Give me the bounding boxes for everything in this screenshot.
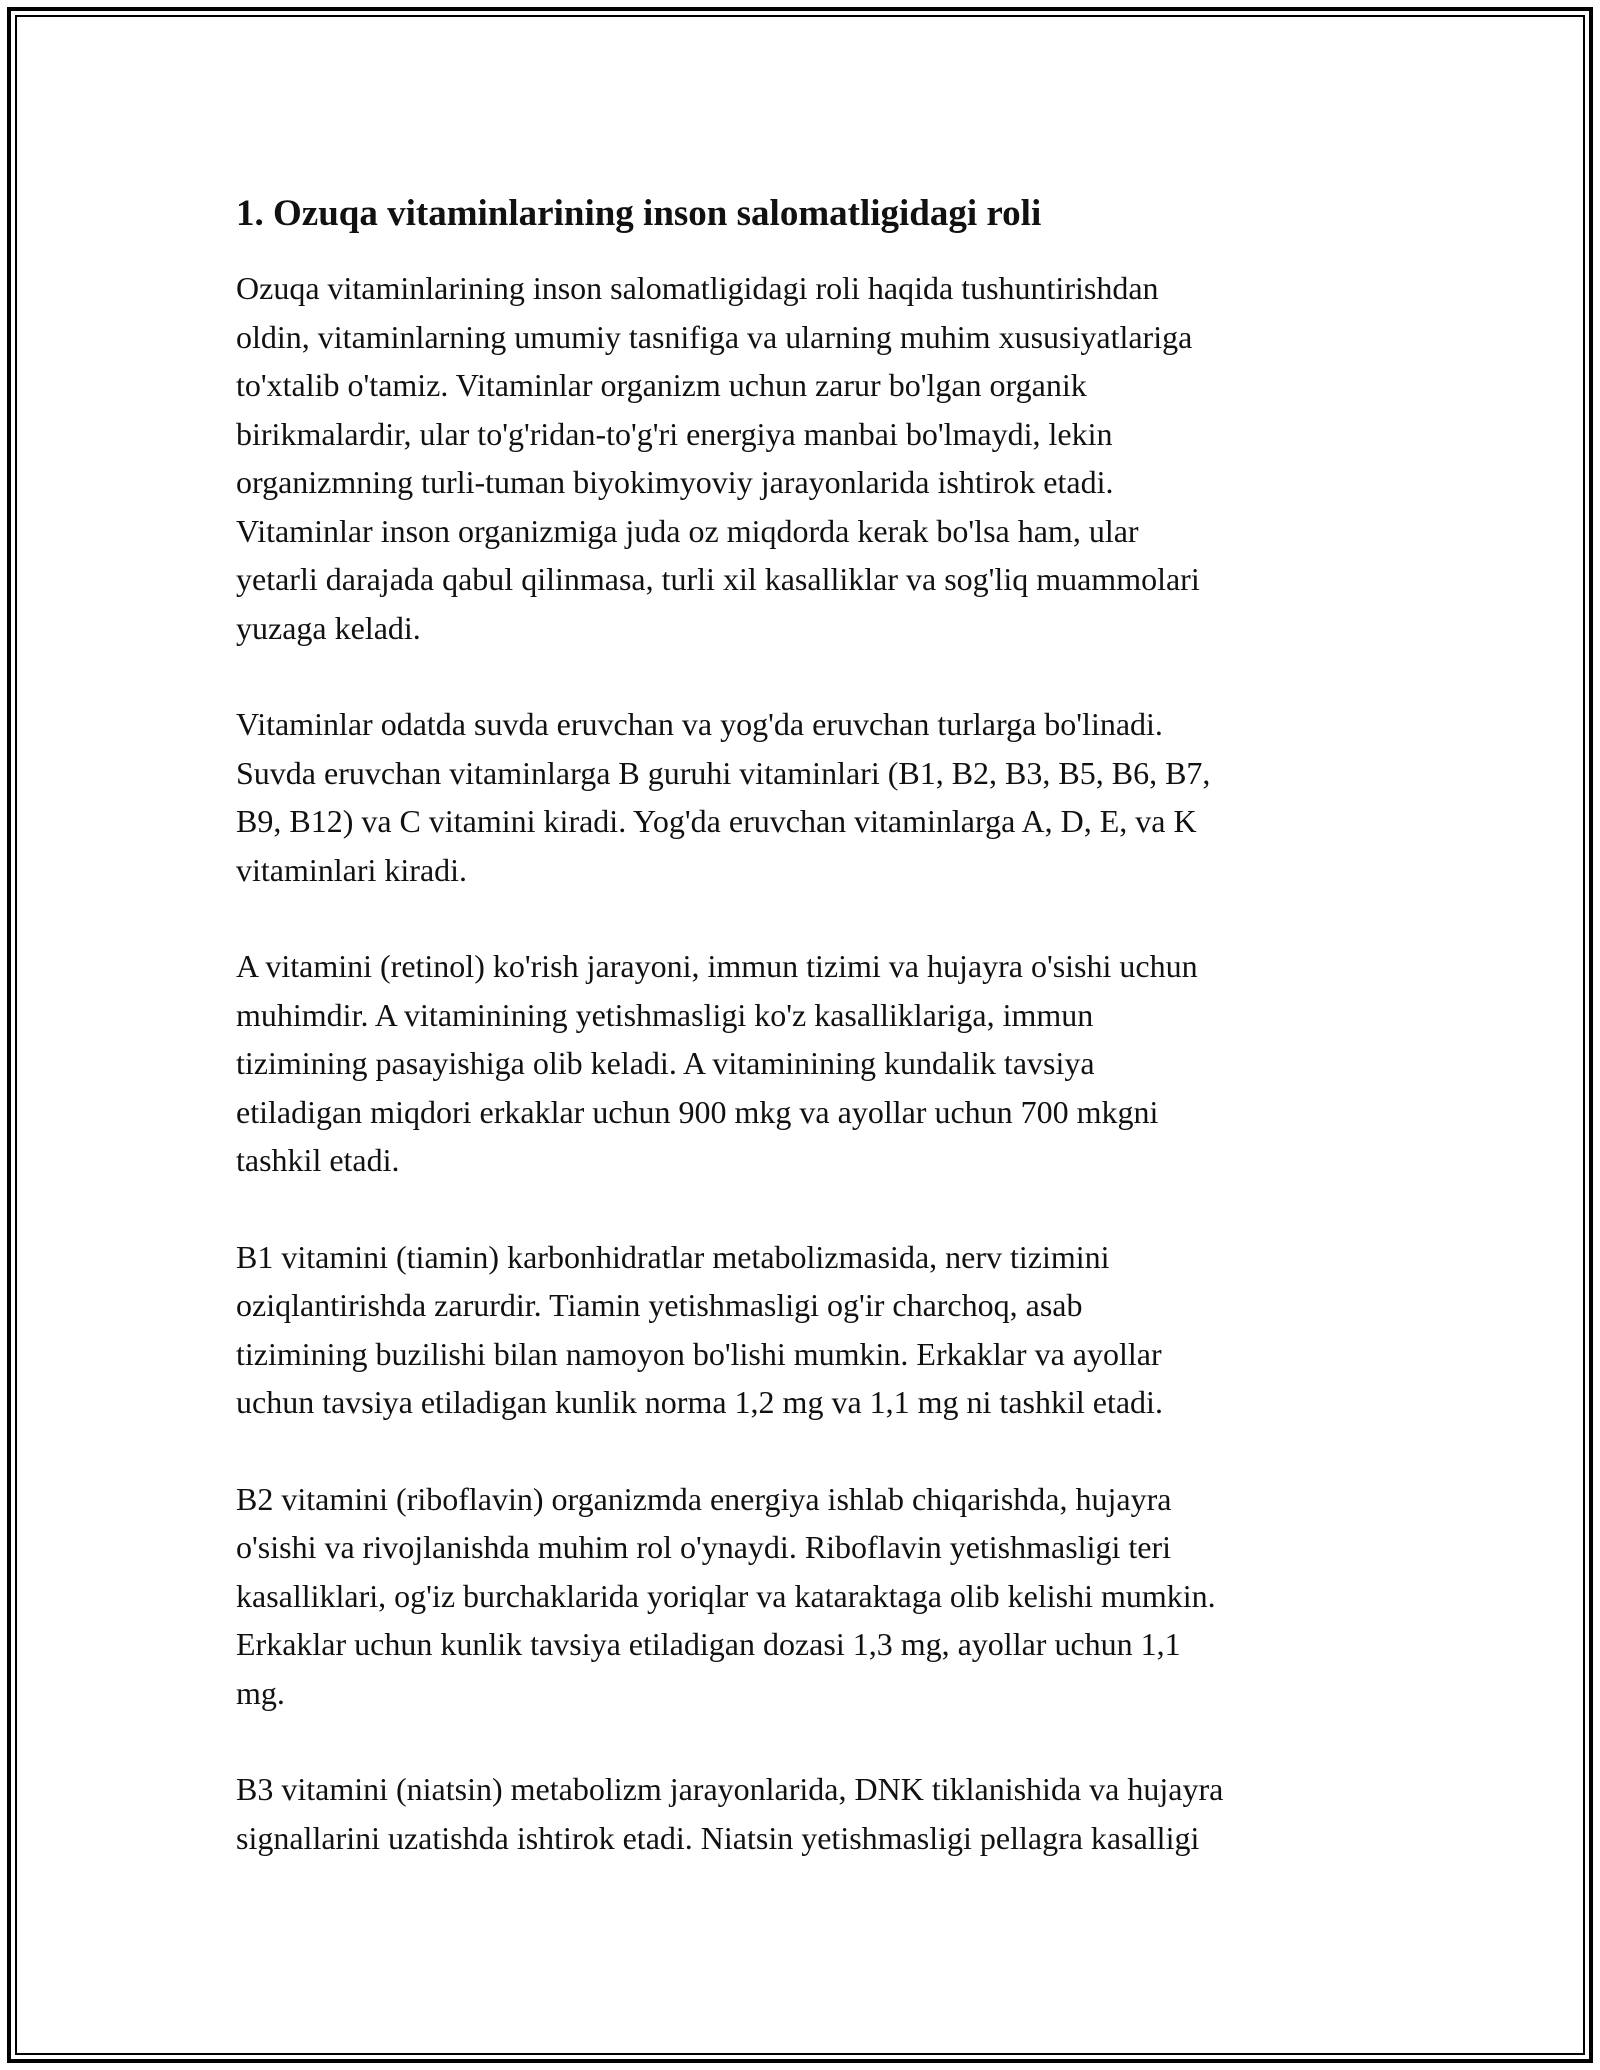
paragraph-vitamins-intro: Ozuqa vitaminlarining inson salomatligidagi roli haqida tushuntirishdan oldin, vitaminlarning umumiy tasnifiga va ularning muhim xususiyatlariga to'xtalib o'tamiz. Vitaminlar organizm uchun zarur bo'lgan organik birikmalardir, ular to'g'ridan-to'g'ri energiya manbai bo'lmaydi, lekin organizmning turli-tuman biyokimyoviy jarayonlarida ishtirok etadi. Vitaminlar inson organizmiga juda oz miqdorda kerak bo'lsa ham, ular yetarli darajada qabul qilinmasa, turli xil kasalliklar va sog'liq muammolari yuzaga keladi.	[236, 270, 1200, 646]
document-body	[236, 186, 1376, 1910]
paragraph-vitamin-b1: B1 vitamini (tiamin) karbonhidratlar metabolizmasida, nerv tizimini oziqlantirishda zarurdir. Tiamin yetishmasligi og'ir charchoq, asab tizimining buzilishi bilan namoyon bo'lishi mumkin. Erkaklar va ayollar uchun tavsiya etiladigan kunlik norma 1,2 mg va 1,1 mg ni tashkil etadi.	[236, 1238, 1163, 1420]
paragraph-vitamin-b2: B2 vitamini (riboflavin) organizmda energiya ishlab chiqarishda, hujayra o'sishi va rivojlanishda muhim rol o'ynaydi. Riboflavin yetishmasligi teri kasalliklari, og'iz burchaklarida yoriqlar va kataraktaga olib kelishi mumkin. Erkaklar uchun kunlik tavsiya etiladigan dozasi 1,3 mg, ayollar uchun 1,1 mg.	[236, 1480, 1216, 1711]
paragraph-vitamin-classification: Vitaminlar odatda suvda eruvchan va yog'da eruvchan turlarga bo'linadi. Suvda eruvchan vitaminlarga B guruhi vitaminlari (B1, B2, B3, B5, B6, B7, B9, B12) va C vitamini kiradi. Yog'da eruvchan vitaminlarga A, D, E, va K vitaminlari kiradi.	[236, 706, 1211, 888]
paragraph-vitamin-a: A vitamini (retinol) ko'rish jarayoni, immun tizimi va hujayra o'sishi uchun muhimdir. A vitaminining yetishmasligi ko'z kasalliklariga, immun tizimining pasayishiga olib keladi. A vitaminining kundalik tavsiya etiladigan miqdori erkaklar uchun 900 mkg va ayollar uchun 700 mkgni tashkil etadi.	[236, 948, 1198, 1178]
section-heading: 1. Ozuqa vitaminlarining inson salomatligidagi roli	[236, 193, 1042, 234]
paragraph-vitamin-b3: B3 vitamini (niatsin) metabolizm jarayonlarida, DNK tiklanishida va hujayra signallarini uzatishda ishtirok etadi. Niatsin yetishmasligi pellagra kasalligi	[236, 1771, 1224, 1856]
